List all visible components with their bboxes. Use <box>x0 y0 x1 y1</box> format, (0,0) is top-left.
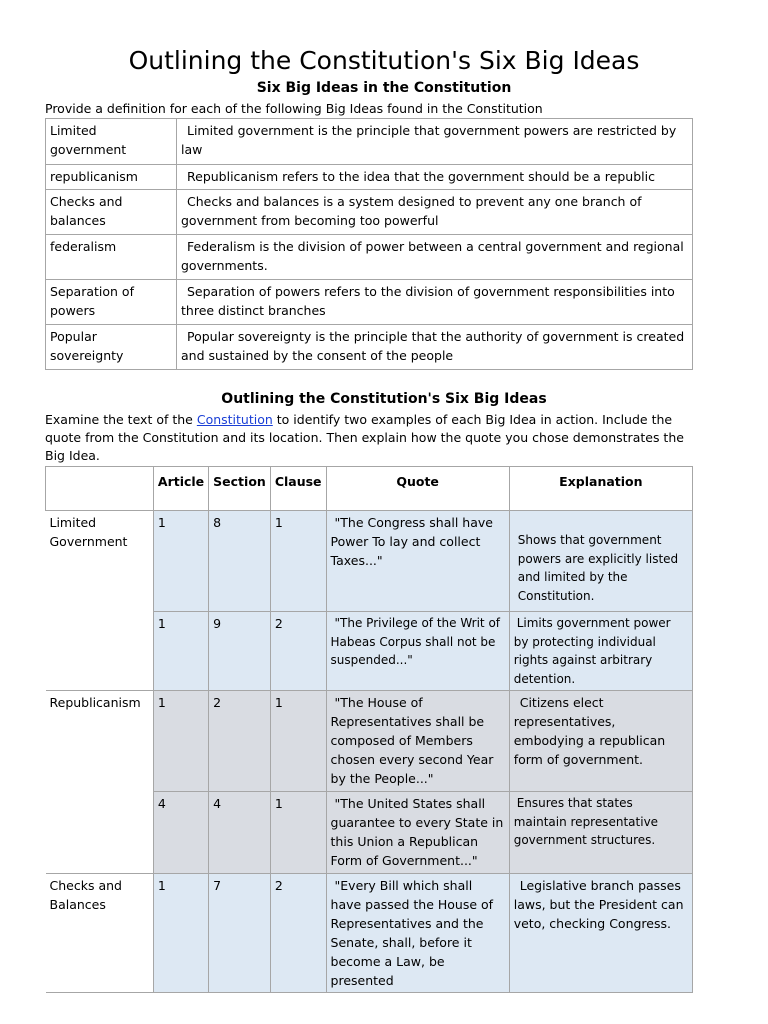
definition-text: Federalism is the division of power between a central government and regional governments. <box>181 239 684 273</box>
explanation-cell[interactable] <box>509 612 692 691</box>
definition-row <box>46 325 693 370</box>
definition-row <box>46 119 693 165</box>
section1-heading: Six Big Ideas in the Constitution <box>256 80 512 96</box>
definition-cell[interactable] <box>177 190 693 235</box>
document-title: Outlining the Constitution's Six Big Ideas <box>128 46 640 75</box>
idea-cell: Checks and balances <box>46 190 177 235</box>
explanation-cell[interactable] <box>509 792 692 874</box>
header-clause: Clause <box>270 467 326 511</box>
header-explanation: Explanation <box>509 467 692 511</box>
definition-text: Separation of powers refers to the division of government responsibilities into three distinct branches <box>181 284 675 318</box>
definition-text: Checks and balances is a system designed to prevent any one branch of government from becoming too powerful <box>181 194 642 228</box>
section-cell[interactable]: 8 <box>209 511 271 612</box>
explanation-text: Limits government power by protecting individual rights against arbitrary detention. <box>513 616 671 686</box>
instruction-text-end: to identify two examples of each Big Idea in action. Include the quote from the Constitution and its location. Then explain how the quote you chose demonstrates the Big Idea. <box>45 412 684 463</box>
quote-text: "The United States shall guarantee to every State in this Union a Republican Form of Government..." <box>330 796 504 868</box>
definition-row <box>46 235 693 280</box>
explanation-text: Legislative branch passes laws, but the President can veto, checking Congress. <box>513 878 684 931</box>
quote-cell[interactable] <box>326 874 509 993</box>
quote-cell[interactable] <box>326 792 509 874</box>
idea-cell: federalism <box>46 235 177 280</box>
constitution-quotes-table <box>45 466 693 993</box>
idea-cell: Separation of powers <box>46 280 177 325</box>
section2-heading: Outlining the Constitution's Six Big Ideas <box>221 391 547 407</box>
section-cell[interactable]: 7 <box>209 874 271 993</box>
idea-cell: Checks and Balances <box>46 874 154 993</box>
idea-cell: Popular sovereignty <box>46 325 177 370</box>
article-cell[interactable]: 1 <box>153 691 208 792</box>
section-cell[interactable]: 4 <box>209 792 271 874</box>
definition-text: Republicanism refers to the idea that the government should be a republic <box>187 169 655 184</box>
definition-cell[interactable] <box>177 165 693 190</box>
clause-cell[interactable]: 1 <box>270 792 326 874</box>
definition-row <box>46 190 693 235</box>
table-row <box>46 874 693 993</box>
explanation-text: Shows that government powers are explicitly listed and limited by the Constitution. <box>517 533 679 603</box>
clause-cell[interactable]: 2 <box>270 874 326 993</box>
table-row <box>46 511 693 612</box>
section2-instruction <box>45 411 705 465</box>
definition-row <box>46 280 693 325</box>
clause-cell[interactable]: 2 <box>270 612 326 691</box>
quote-cell[interactable] <box>326 691 509 792</box>
clause-cell[interactable]: 1 <box>270 691 326 792</box>
instruction-text-start: Examine the text of the <box>45 412 197 427</box>
big-ideas-definition-table <box>45 118 693 370</box>
explanation-cell[interactable] <box>509 691 692 792</box>
header-section: Section <box>209 467 271 511</box>
section-cell[interactable]: 9 <box>209 612 271 691</box>
idea-cell: Republicanism <box>46 691 154 874</box>
header-row <box>46 467 693 511</box>
quote-text: "Every Bill which shall have passed the House of Representatives and the Senate, shall, before it become a Law, be presented <box>330 878 494 988</box>
quote-cell[interactable] <box>326 612 509 691</box>
idea-cell: Limited government <box>46 119 177 165</box>
definition-text: Popular sovereignty is the principle that the authority of government is created and sustained by the consent of the people <box>181 329 685 363</box>
explanation-cell[interactable] <box>509 874 692 993</box>
definition-cell[interactable] <box>177 235 693 280</box>
definition-text: Limited government is the principle that government powers are restricted by law <box>181 123 677 157</box>
header-quote: Quote <box>326 467 509 511</box>
article-cell[interactable]: 1 <box>153 511 208 612</box>
constitution-link[interactable]: Constitution <box>196 412 273 427</box>
definition-row <box>46 165 693 190</box>
definition-cell[interactable] <box>177 325 693 370</box>
quote-text: "The House of Representatives shall be composed of Members chosen every second Year by the People..." <box>330 695 494 786</box>
explanation-text: Citizens elect representatives, embodying a republican form of government. <box>513 695 666 767</box>
header-idea <box>46 467 154 511</box>
article-cell[interactable]: 4 <box>153 792 208 874</box>
header-article: Article <box>153 467 208 511</box>
section-cell[interactable]: 2 <box>209 691 271 792</box>
article-cell[interactable]: 1 <box>153 874 208 993</box>
idea-cell: Limited Government <box>46 511 154 691</box>
explanation-cell[interactable] <box>509 511 692 612</box>
explanation-text: Ensures that states maintain representative government structures. <box>513 796 659 847</box>
clause-cell[interactable]: 1 <box>270 511 326 612</box>
section1-instruction: Provide a definition for each of the following Big Ideas found in the Constitution <box>45 101 543 116</box>
article-cell[interactable]: 1 <box>153 612 208 691</box>
idea-cell: republicanism <box>46 165 177 190</box>
quote-text: "The Privilege of the Writ of Habeas Corpus shall not be suspended..." <box>330 616 501 667</box>
table-row <box>46 691 693 792</box>
definition-cell[interactable] <box>177 280 693 325</box>
quote-text: "The Congress shall have Power To lay and collect Taxes..." <box>330 515 493 568</box>
quote-cell[interactable] <box>326 511 509 612</box>
definition-cell[interactable] <box>177 119 693 165</box>
